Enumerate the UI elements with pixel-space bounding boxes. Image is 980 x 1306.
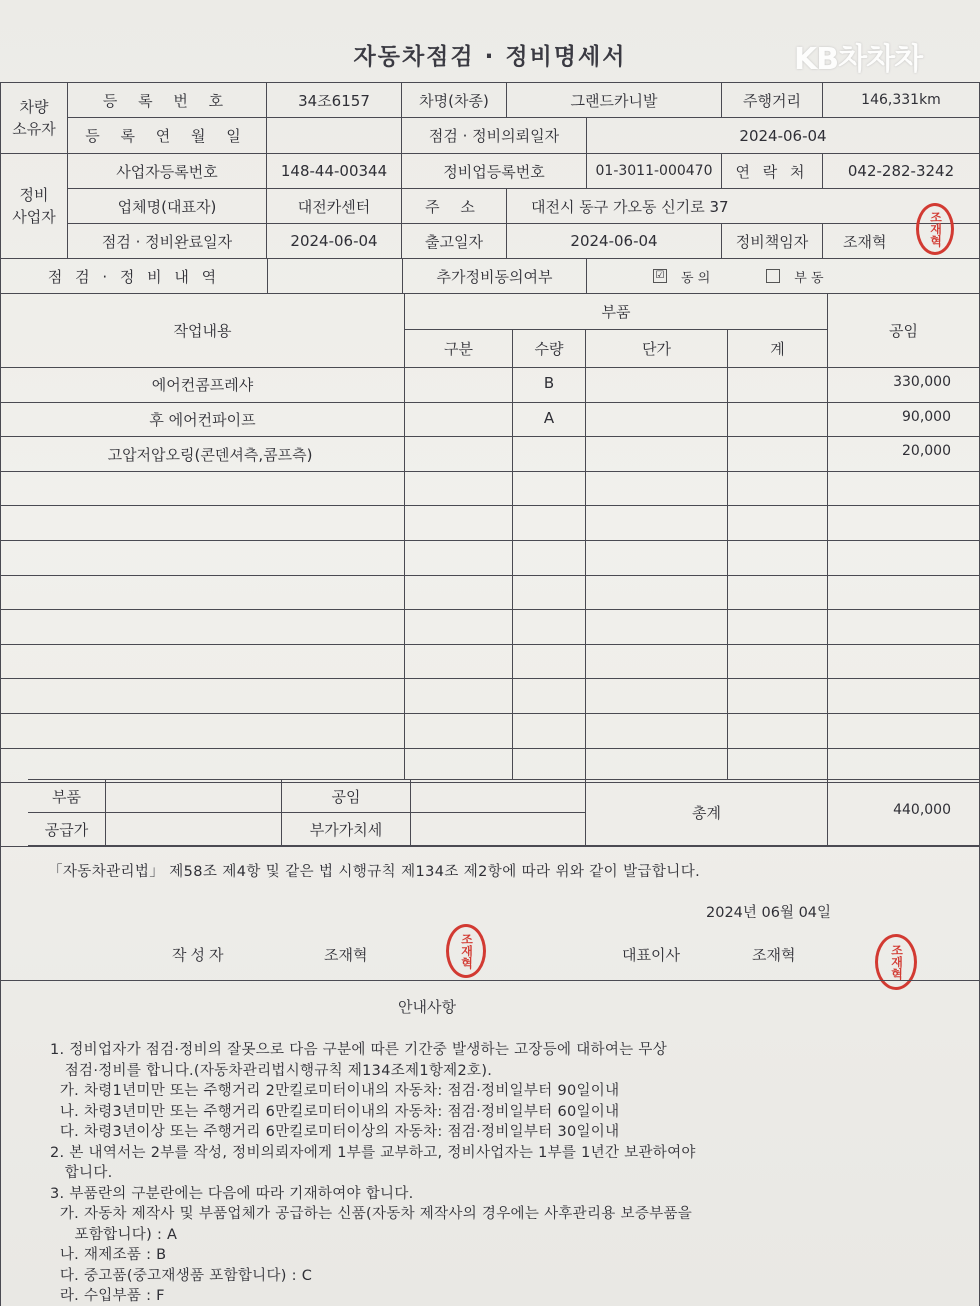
complete-date-label: 점검 · 정비완료일자 (67, 223, 267, 259)
biz-no-label: 사업자등록번호 (67, 153, 267, 189)
work-row-2-labor: 90,000 (902, 409, 951, 425)
notice-line: 가. 자동차 제작사 및 부품업체가 공급하는 신품(자동차 제작사의 경우에는 사후관리용 보증부품을 (50, 1206, 693, 1222)
consent-options (586, 258, 980, 294)
reg-no-value: 34조6157 (266, 82, 402, 118)
table-column-line (512, 367, 513, 780)
notice-line: 나. 차령3년미만 또는 주행거리 6만킬로미터이내의 자동차: 점검·정비일부터 60일이내 (50, 1103, 620, 1120)
kb-chachacha-watermark: KB차차차 (794, 42, 923, 77)
issue-date: 2024년 06월 04일 (706, 905, 832, 921)
notice-title: 안내사항 (398, 998, 456, 1016)
notice-line: 가. 차령1년미만 또는 주행거리 2만킬로미터이내의 자동차: 점검·정비일부터 90일이내 (50, 1083, 620, 1099)
contact-value: 042-282-3242 (822, 153, 980, 189)
mileage-label: 주행거리 (721, 82, 823, 118)
request-date-value: 2024-06-04 (586, 117, 980, 154)
document-title: 자동차점검 · 정비명세서 (353, 44, 627, 70)
release-date-value: 2024-06-04 (506, 223, 722, 259)
work-row-1-labor: 330,000 (893, 374, 951, 390)
table-row-line (0, 402, 980, 403)
disagree-checkbox[interactable] (766, 269, 780, 283)
reg-no-label: 등 록 번 호 (67, 82, 267, 118)
notice-line: 점검·정비를 합니다.(자동차관리법시행규칙 제134조제1항제2호). (50, 1062, 493, 1079)
table-row-line (0, 678, 980, 679)
work-header: 작업내용 (0, 293, 405, 368)
parts-amount (105, 779, 282, 813)
table-row-line (0, 471, 980, 472)
reg-year-label: 등 록 연 월 일 (67, 117, 267, 154)
work-row-1: 에어컨콤프레샤 (151, 376, 254, 394)
labor-total-amount (410, 779, 586, 813)
table-column-line (827, 367, 828, 780)
work-row-3-labor: 20,000 (902, 443, 951, 459)
release-date-label: 출고일자 (401, 223, 507, 259)
notice-line: 다. 차령3년이상 또는 주행거리 6만킬로미터이상의 자동차: 점검·정비일부터 30일이내 (50, 1124, 620, 1140)
totals-bottom-line (0, 846, 980, 847)
car-name-value: 그랜드카니발 (506, 82, 722, 118)
shop-reg-value: 01-3011-000470 (586, 153, 722, 189)
rep-seal-stamp (875, 934, 917, 990)
owner-section-label: 차량 소유자 (0, 82, 68, 154)
address-value: 대전시 동구 가오동 신기로 37 (506, 188, 980, 224)
shop-section-label: 정비 사업자 (0, 153, 68, 259)
car-name-label: 차명(차종) (401, 82, 507, 118)
notice-line: 1. 정비업자가 점검·정비의 잘못으로 다음 구분에 따른 기간중 발생하는 고장등에 대하여는 무상 (50, 1042, 668, 1058)
table-row-line (0, 505, 980, 506)
manager-value: 조재혁 (822, 223, 980, 259)
details-blank (267, 258, 403, 294)
work-row-3: 고압저압오링(콘덴셔측,콤프측) (107, 446, 313, 464)
notice-line: 다. 중고품(중고재생품 포함합니다) : C (50, 1267, 313, 1284)
reg-year-value (266, 117, 402, 154)
work-row-2-qty: A (543, 409, 555, 427)
manager-seal-stamp (916, 203, 954, 255)
table-row-line (0, 609, 980, 610)
writer-label: 작성자 (172, 946, 228, 964)
grand-total-value: 440,000 (827, 779, 980, 846)
vat-label: 부가가치세 (281, 812, 411, 846)
sub-header-qty: 수량 (512, 329, 586, 368)
table-row-line (0, 575, 980, 576)
company-label: 업체명(대표자) (67, 188, 267, 224)
disagree-label: 부 동 (794, 270, 824, 286)
supply-parts-label: 부품 (28, 779, 106, 813)
notice-line: 2. 본 내역서는 2부를 작성, 정비의뢰자에게 1부를 교부하고, 정비사업자는 1부를 1년간 보관하여야 (50, 1144, 696, 1161)
agree-checkbox[interactable]: ☑ (653, 269, 667, 283)
rep-label: 대표이사 (622, 946, 680, 964)
table-row-line (0, 644, 980, 645)
notice-line: 포함합니다) : A (50, 1226, 178, 1243)
details-label: 점 검 · 정 비 내 역 (0, 258, 268, 294)
outer-left-border (0, 82, 1, 1306)
sub-header-sum: 계 (727, 329, 828, 368)
mileage-value: 146,331km (822, 82, 980, 118)
table-column-line (727, 367, 728, 780)
request-date-label: 점검 · 정비의뢰일자 (401, 117, 587, 154)
supply-amount (105, 812, 282, 846)
sub-header-category: 구분 (404, 329, 513, 368)
table-row-line (0, 436, 980, 437)
table-row-line (0, 713, 980, 714)
rep-name: 조재혁 (752, 946, 796, 964)
company-value: 대전카센터 (266, 188, 402, 224)
labor-total-label: 공임 (281, 779, 411, 813)
sub-header-unit-price: 단가 (585, 329, 728, 368)
manager-label: 정비책임자 (721, 223, 823, 259)
parts-header: 부품 (404, 293, 828, 330)
rep-seal-text: 조재혁 (889, 944, 904, 980)
complete-date-value: 2024-06-04 (266, 223, 402, 259)
agree-label: 동 의 (681, 270, 711, 286)
table-column-line (585, 367, 586, 780)
work-row-2: 후 에어컨파이프 (149, 411, 256, 429)
writer-seal-stamp (446, 924, 486, 978)
notice-line: 합니다. (50, 1165, 113, 1181)
writer-name: 조재혁 (324, 946, 368, 964)
notice-line: 나. 재제조품 : B (50, 1247, 167, 1263)
labor-header: 공임 (827, 293, 980, 368)
work-row-1-qty: B (543, 374, 555, 392)
grand-total-label: 총계 (585, 779, 828, 846)
writer-seal-text: 조재혁 (459, 933, 474, 969)
legal-statement: 「자동차관리법」 제58조 제4항 및 같은 법 시행규칙 제134조 제2항에 따라 위와 같이 발급합니다. (48, 864, 701, 880)
notice-line: 3. 부품란의 구분란에는 다음에 따라 기재하여야 합니다. (50, 1185, 414, 1202)
address-label: 주 소 (401, 188, 507, 224)
manager-seal-text: 조재혁 (928, 211, 943, 247)
notice-divider (0, 980, 980, 981)
shop-reg-label: 정비업등록번호 (401, 153, 587, 189)
contact-label: 연 락 처 (721, 153, 823, 189)
supply-label: 공급가 (28, 812, 106, 846)
notice-line: 라. 수입부품 : F (50, 1288, 165, 1304)
table-row-line (0, 367, 980, 368)
table-row-line (0, 540, 980, 541)
biz-no-value: 148-44-00344 (266, 153, 402, 189)
consent-label: 추가정비동의여부 (402, 258, 587, 294)
table-row-line (0, 748, 980, 749)
vat-amount (410, 812, 586, 846)
